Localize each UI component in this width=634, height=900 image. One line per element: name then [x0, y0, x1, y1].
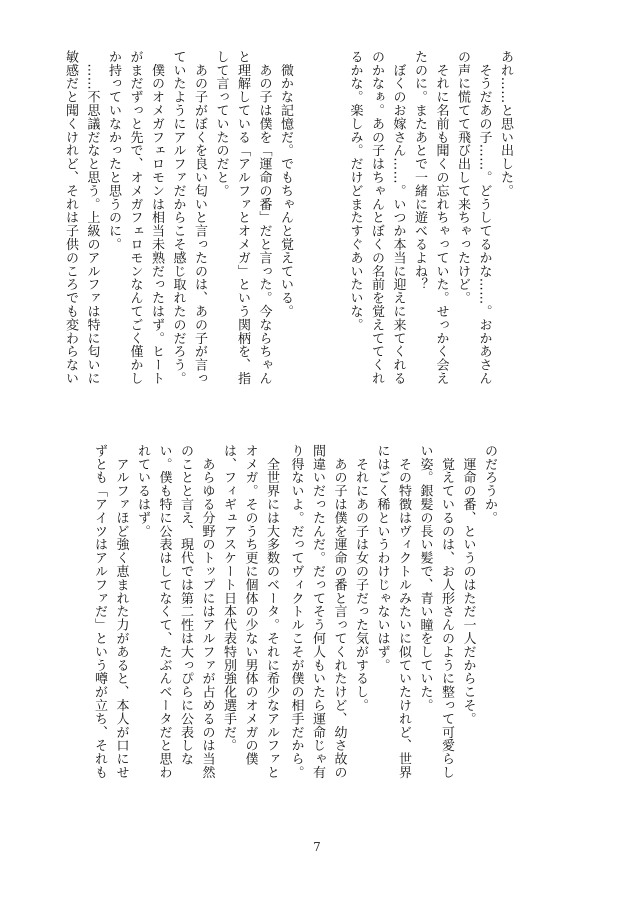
text-line: そうだあの子……。どうしてるかな……。おかあさん — [476, 50, 492, 385]
text-line: 覚えているのは、お人形さんのように整って可愛らし — [439, 444, 454, 779]
text-line: ていたようにアルファだからこそ感じ取れたのだろう。 — [170, 50, 186, 385]
text-line: ずとも「アイツはアルファだ」という噂が立ち、それも — [92, 444, 107, 779]
text-line: るかな。楽しみ。だけどまたすぐあいたいな。 — [347, 50, 363, 332]
text-line: い姿。銀髪の長い髪で、青い瞳をしていた。 — [417, 444, 433, 712]
text-line: ……不思議だなと思う。上級のアルファは特に匂いに — [84, 50, 100, 385]
text-line: あらゆる分野のトップにはアルファが占めるのは当然 — [199, 444, 215, 779]
text-line: アルファほど強く恵まれた力があると、本人が口にせ — [113, 444, 129, 779]
text-line: 全世界には大多数のベータ。それに希少なアルファと — [264, 444, 279, 779]
text-line: のだろうか。 — [482, 444, 497, 525]
text-line: 微かな記憶だ。でもちゃんと覚えている。 — [278, 50, 293, 318]
page-number: 7 — [313, 840, 321, 854]
text-line: い。僕も特に公表はしてなくて、たぶんベータだと思わ — [156, 444, 172, 779]
text-line: は、フィギュアスケート日本代表特別強化選手だ。 — [221, 444, 236, 753]
text-block-top-right — [344, 50, 516, 442]
text-line: 間違いだったんだ。だってそう何人もいたら運命じゃ有 — [310, 444, 325, 779]
text-line: がまだずっと先で、オメガフェロモンなんてごく僅かし — [127, 50, 143, 385]
text-block-bottom-right — [285, 444, 500, 804]
text-line: にはごく稀というわけじゃないはず。 — [374, 444, 390, 672]
text-line: の声に慌てて飛び出して来ちゃったけど。 — [455, 50, 470, 305]
text-line: と理解している「アルファとオメガ」という関柄を、指 — [235, 50, 250, 385]
text-line: か持っていなかったと思うのに。 — [106, 50, 121, 251]
text-line: あの子がぼくを良い匂いと言ったのは、あの子が言っ — [192, 50, 207, 385]
text-line: して言っていたのだと。 — [213, 50, 229, 198]
text-line: あの子は僕を運命の番と言ってくれたけど、幼さ故の — [331, 444, 347, 779]
text-line: 僕のオメガフェロモンは相当未熟だったはず。ヒート — [149, 50, 164, 385]
text-line: り得ないよ。だってヴィクトルこそが僕の相手だから。 — [288, 444, 304, 779]
text-block-top-left — [60, 50, 297, 442]
text-line: その特徴はヴィクトルみたいに似ていたけれど、世界 — [396, 444, 411, 779]
text-line: それにあの子は女の子だった気がするし。 — [353, 444, 368, 712]
text-line: オメガ。そのうち更に個体の少ない男体のオメガの僕 — [242, 444, 258, 766]
text-line: あの子は僕を「運命の番」だと言った。今ならちゃん — [256, 50, 272, 385]
text-line: のかなぁ。あの子はちゃんとぼくの名前を覚えててくれ — [369, 50, 384, 385]
text-line: たのに。またあとで一緒に遊べるよね？ — [412, 50, 427, 292]
text-line: 運命の番、というのはただ一人だからこそ。 — [460, 444, 476, 726]
text-line: ぼくのお嫁さん……。いつか本当に迎えに来てくれる — [390, 50, 406, 385]
text-line: あれ……と思い出した。 — [498, 50, 513, 198]
text-block-bottom-left — [89, 444, 283, 804]
text-line: それに名前も聞くの忘れちゃっていた。せっかく会え — [433, 50, 449, 385]
text-line: 敏感だと聞くけれど、それは子供のころでも変わらない — [63, 50, 78, 385]
text-line: のことと言え、現代では第二性は大っぴらに公表しな — [178, 444, 193, 766]
text-line: れているはず。 — [135, 444, 150, 538]
